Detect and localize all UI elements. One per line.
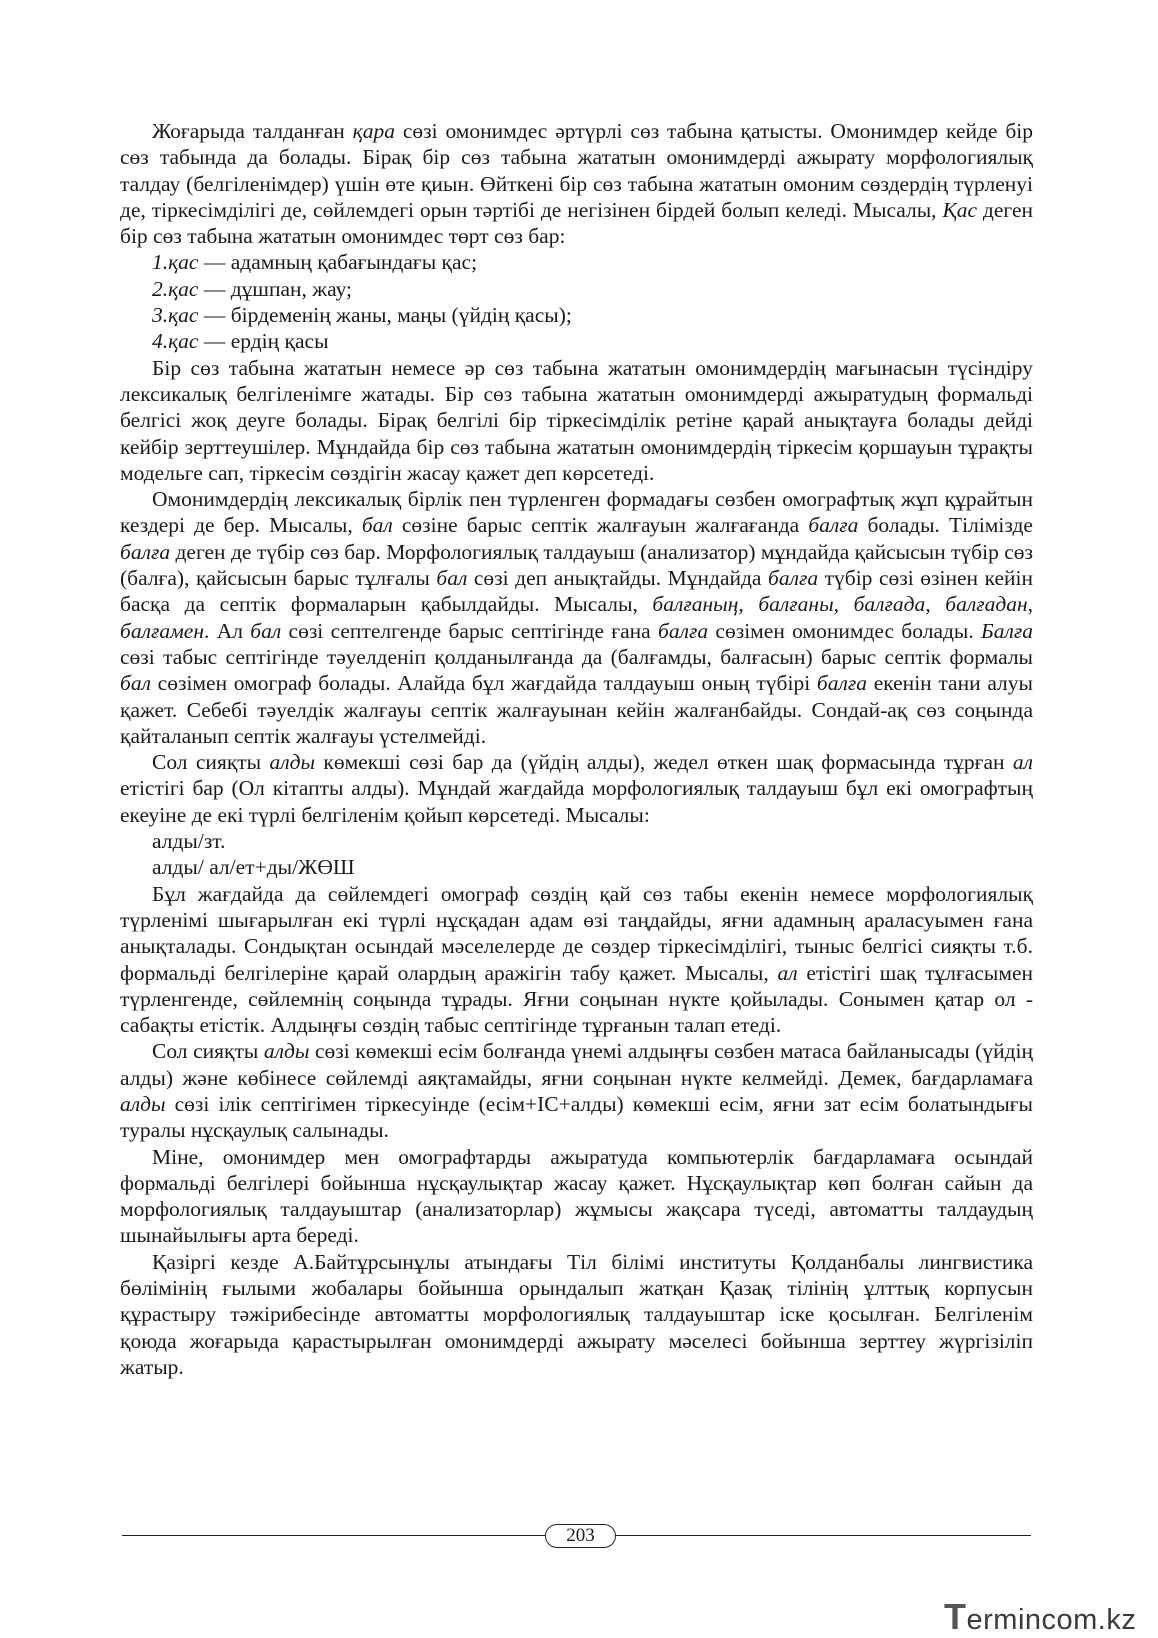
analysis-example: алды/ ал/ет+ды/ЖӨШ	[152, 855, 355, 880]
text-run: сөзіне барыс септік жалғауын жалғағанда	[392, 513, 809, 538]
paragraph	[120, 881, 1033, 1039]
text-run: болады. Тілімізде	[858, 513, 1033, 538]
example-item	[120, 328, 1033, 354]
paragraph	[120, 1249, 1033, 1380]
dash: —	[198, 276, 231, 301]
logo-letter: T	[944, 1596, 967, 1637]
text-run: Сол сияқты	[152, 750, 270, 775]
italic-term: балға	[816, 671, 867, 696]
text-run: сөзі табыс септігінде тәуелденіп қолданылғанда да (балғамды, балғасын) барыс септік формалы	[120, 644, 1033, 669]
text-run: сөзі ілік септігімен тіркесуінде (есім+ІС+алды) көмекші есім, яғни зат есім болатындығы туралы нұсқаулық салынады.	[120, 1091, 1033, 1143]
text-run: Бұл жағдайда да сөйлемдегі омограф сөздің қай сөз табы екенін немесе морфологиялық түрленімі шығарылған екі түрлі нұсқадан адам өзі таңдайды, яғни адамның араласуымен ғана анықталады. Сондықтан осындай мәселелерде де сөздер тіркесімділігі, тыныс белгісі сияқты т.б. формальді белгілеріне қарай олардың аражігін табу қажет. Мысалы,	[120, 881, 1033, 985]
italic-term: балға	[120, 539, 171, 564]
text-run: сөзі деп анықтайды. Мұндайда	[467, 566, 769, 591]
example-item	[120, 249, 1033, 275]
text-run: Міне, омонимдер мен омографтарды ажыратуда компьютерлік бағдарламаға осындай формальді белгілері бойынша нұсқаулықтар жасау қажет. Нұсқаулықтар көп болған сайын да морфологиялық талдауыштар (анализаторлар) жұмысы жақсара түседі, автоматты талдаудың шынайылығы арта береді.	[120, 1144, 1033, 1248]
example-term: 2.қас	[152, 276, 199, 301]
watermark-logo	[944, 1596, 1136, 1638]
footer-rule-right	[614, 1535, 1031, 1536]
italic-term: алды	[263, 1039, 310, 1064]
text-run: деген де түбір сөз бар. Морфологиялық талдауыш (анализатор) мұндайда қайсысын түбір сөз (балға), қайсысын барыс тұлғалы	[120, 539, 1033, 591]
italic-term: бал	[361, 513, 393, 538]
italic-term: Балға	[981, 618, 1033, 643]
text-run: Жоғарыда талданған	[152, 119, 353, 143]
text-run: сөзімен омограф болады. Алайда бұл жағдайда талдауыш оның түбірі	[150, 671, 817, 696]
italic-term: бал	[120, 671, 151, 696]
italic-term: алды	[269, 750, 316, 775]
text-run: көмекші сөзі бар да (үйдің алды), жедел өткен шақ формасында тұрған	[315, 750, 1013, 775]
example-list	[120, 249, 1033, 354]
italic-term: балға	[768, 566, 819, 591]
example-term: 4.қас	[152, 329, 199, 354]
example-meaning: дұшпан, жау;	[230, 276, 353, 301]
text-run: сөзімен омонимдес болады.	[708, 618, 982, 643]
italic-term: қара	[352, 119, 395, 143]
text-run: Сол сияқты	[152, 1039, 264, 1064]
paragraph	[120, 1144, 1033, 1249]
italic-term: балғаның, балғаны, балғада, балғадан, балғамен	[120, 592, 1034, 643]
italic-term: ал	[777, 960, 798, 985]
example-item	[120, 302, 1033, 328]
example-term: 3.қас	[152, 303, 199, 328]
italic-term: Қас	[942, 197, 978, 222]
page-body	[120, 118, 1033, 1380]
italic-term: балға	[658, 618, 709, 643]
text-run: Бір сөз табына жататын немесе әр сөз табына жататын омонимдердің мағынасын түсіндіру лексикалық белгіленімге жатады. Бір сөз табына жататын омонимдерді ажыратудың формальді белгісі жоқ деуге болады. Бірақ белгілі бір тіркесімділік ретіне қарай анықтауға болады дейді кейбір зерттеушілер. Мұндайда бір сөз табына жататын омонимдердің тіркесім қоршауын тұрақты модельге сап, тіркесім сөздігін жасау қажет деп көрсетеді.	[120, 355, 1033, 485]
text-run: . Ал	[204, 618, 251, 643]
text-run: сөзі омонимдес әртүрлі сөз табына қатысты. Омонимдер кейде бір сөз табында да болады. Бірақ бір сөз табына жататын омонимдерді ажырату морфологиялық талдау (белгіленімдер) үшін өте қиын. Өйткені бір сөз табына жататын омоним сөздердің түрленуі де, тіркесімділігі де, сөйлемдегі орын тәртібі де негізінен бірдей болып келеді. Мысалы,	[120, 119, 1033, 222]
example-meaning: адамның қабағындағы қас;	[230, 250, 478, 275]
example-term: 1.қас	[152, 250, 199, 275]
page-number: 203	[545, 1524, 616, 1548]
italic-term: балға	[808, 513, 859, 538]
text-run: Омонимдердің лексикалық бірлік пен түрленген формадағы сөзбен омографтық жұп құрайтын кездері де бер. Мысалы,	[120, 487, 1033, 538]
dash: —	[198, 303, 231, 328]
logo-text: ermincom.kz	[966, 1604, 1137, 1636]
footer-rule-left	[122, 1535, 545, 1536]
text-run: етістігі бар (Ол кітапты алды). Мұндай жағдайда морфологиялық талдауыш бұл екі омографтың екеуіне де екі түрлі белгіленім қойып көрсетеді. Мысалы:	[120, 776, 1033, 827]
text-run: деген бір сөз табына жататын омонимдес төрт сөз бар:	[120, 197, 1033, 249]
text-run: сөзі көмекші есім болғанда үнемі алдыңғы сөзбен матаса байланысады (үйдің алды) және көбінесе сөйлемді аяқтамайды, яғни соңынан нүкте келмейді. Демек, бағдарламаға	[120, 1039, 1033, 1090]
text-run: етістігі шақ тұлғасымен түрленгенде, сөйлемнің соңында тұрады. Яғни соңынан нүкте қойылады. Сонымен қатар ол - сабақты етістік. Алдыңғы сөздің табыс септігінде тұрғанын талап етеді.	[120, 960, 1033, 1038]
dash: —	[198, 329, 231, 354]
example-item	[120, 276, 1033, 302]
italic-term: алды	[120, 1091, 166, 1116]
dash: —	[198, 250, 231, 275]
text-run: түбір сөзі өзінен кейін басқа да септік формаларын қабылдайды. Мысалы,	[120, 566, 1034, 617]
italic-term: бал	[436, 566, 468, 591]
paragraph	[120, 118, 1033, 249]
paragraph	[120, 486, 1033, 749]
italic-term: бал	[250, 618, 282, 643]
italic-term: ал	[1012, 750, 1033, 775]
example-meaning: бірдеменің жаны, маңы (үйдің қасы);	[230, 303, 572, 328]
example-meaning: ердің қасы	[230, 329, 329, 354]
text-run: сөзі септелгенде барыс септігінде ғана	[281, 618, 659, 643]
paragraph	[120, 1038, 1033, 1143]
paragraph	[120, 355, 1033, 486]
text-run: екенін тани алуы қажет. Себебі тәуелдік жалғауы септік жалғауынан кейін жалғанбайды. Сондай-ақ сөз соңында қайталанып септік жалғауы үстелмейді.	[120, 671, 1033, 748]
text-run: Қазіргі кезде А.Байтұрсынұлы атындағы Тіл білімі институты Қолданбалы лингвистика бөлімінің ғылыми жобалары бойынша орындалып жатқан Қазақ тілінің ұлттық корпусын құрастыру тәжірибесінде автоматты морфологиялық талдауыштар іске қосылған. Белгіленім қоюда жоғарыда қарастырылған омонимдерді ажырату мәселесі бойынша зерттеу жүргізіліп жатыр.	[120, 1249, 1033, 1379]
analysis-example: алды/зт.	[152, 829, 226, 854]
paragraph	[120, 749, 1033, 828]
